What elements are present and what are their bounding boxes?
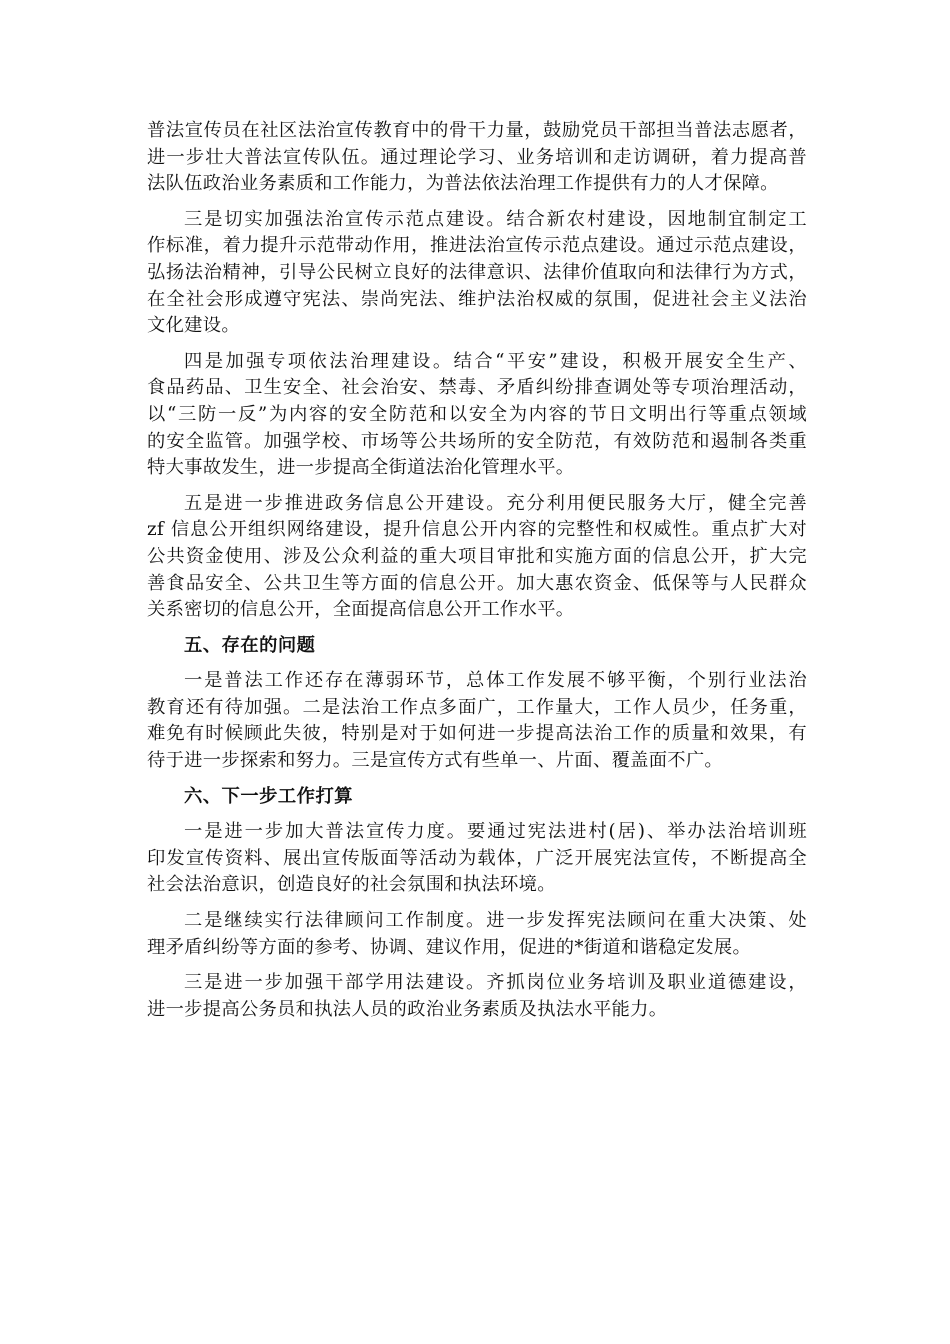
text-line: 公共资金使用、涉及公众利益的重大项目审批和实施方面的信息公开，扩大完 [147,545,807,567]
text-line: 在全社会形成遵守宪法、崇尚宪法、维护法治权威的氛围，促进社会主义法治 [147,288,807,310]
paragraph-cadre-training [147,970,807,1023]
text-line: 进一步壮大普法宣传队伍。通过理论学习、业务培训和走访调研，着力提高普 [147,146,807,168]
text-line: 四是加强专项依法治理建设。结合“平安”建设，积极开展安全生产、 [184,350,807,372]
text-line: 特大事故发生，进一步提高全街道法治化管理水平。 [147,457,575,479]
text-line: 教育还有待加强。二是法治工作点多面广，工作量大，工作人员少，任务重， [147,696,807,718]
text-line: 待于进一步探索和努力。三是宣传方式有些单一、片面、覆盖面不广。 [147,750,724,772]
paragraph-team-building [147,118,807,198]
text-line: 进一步提高公务员和执法人员的政治业务素质及执法水平能力。 [147,998,668,1020]
document-page [147,118,807,1032]
section-heading-problems: 五、存在的问题 [184,634,316,656]
paragraph-information-disclosure [147,491,807,624]
paragraph-demonstration-points [147,207,807,340]
text-line: 社会法治意识，创造良好的社会氛围和执法环境。 [147,874,556,896]
text-line: 二是继续实行法律顾问工作制度。进一步发挥宪法顾问在重大决策、处 [184,910,807,932]
text-line: 弘扬法治精神，引导公民树立良好的法律意识、法律价值取向和法律行为方式， [147,261,807,283]
text-line: 五是进一步推进政务信息公开建设。充分利用便民服务大厅，健全完善 [184,492,807,514]
text-line: 的安全监管。加强学校、市场等公共场所的安全防范，有效防范和遏制各类重 [147,430,807,452]
text-line: 印发宣传资料、展出宣传版面等活动为载体，广泛开展宪法宣传，不断提高全 [147,847,807,869]
text-line: 以“三防一反”为内容的安全防范和以安全为内容的节日文明出行等重点领域 [147,403,807,425]
text-line: 法队伍政治业务素质和工作能力，为普法依法治理工作提供有力的人才保障。 [147,173,779,195]
text-line: 一是进一步加大普法宣传力度。要通过宪法进村(居)、举办法治培训班 [184,821,807,843]
text-line: 关系密切的信息公开，全面提高信息公开工作水平。 [147,599,575,621]
paragraph-publicity [147,819,807,899]
text-line: 三是切实加强法治宣传示范点建设。结合新农村建设，因地制宜制定工 [184,208,807,230]
text-line: 文化建设。 [147,315,240,337]
paragraph-special-governance [147,349,807,482]
text-line: 普法宣传员在社区法治宣传教育中的骨干力量，鼓励党员干部担当普法志愿者， [147,120,807,141]
text-line: zf 信息公开组织网络建设，提升信息公开内容的完整性和权威性。重点扩大对 [147,519,807,541]
text-line: 作标准，着力提升示范带动作用，推进法治宣传示范点建设。通过示范点建设， [147,235,807,257]
text-line: 理矛盾纠纷等方面的参考、协调、建议作用，促进的*街道和谐稳定发展。 [147,936,752,958]
text-line: 难免有时候顾此失彼，特别是对于如何进一步提高法治工作的质量和效果，有 [147,723,807,745]
text-line: 善食品安全、公共卫生等方面的信息公开。加大惠农资金、低保等与人民群众 [147,572,807,594]
paragraph-problems [147,668,807,774]
text-line: 一是普法工作还存在薄弱环节，总体工作发展不够平衡，个别行业法治 [184,670,807,692]
paragraph-legal-advisor [147,908,807,961]
section-heading-next-steps: 六、下一步工作打算 [184,785,354,807]
text-line: 食品药品、卫生安全、社会治安、禁毒、矛盾纠纷排查调处等专项治理活动， [147,377,807,399]
text-line: 三是进一步加强干部学用法建设。齐抓岗位业务培训及职业道德建设， [184,972,807,994]
